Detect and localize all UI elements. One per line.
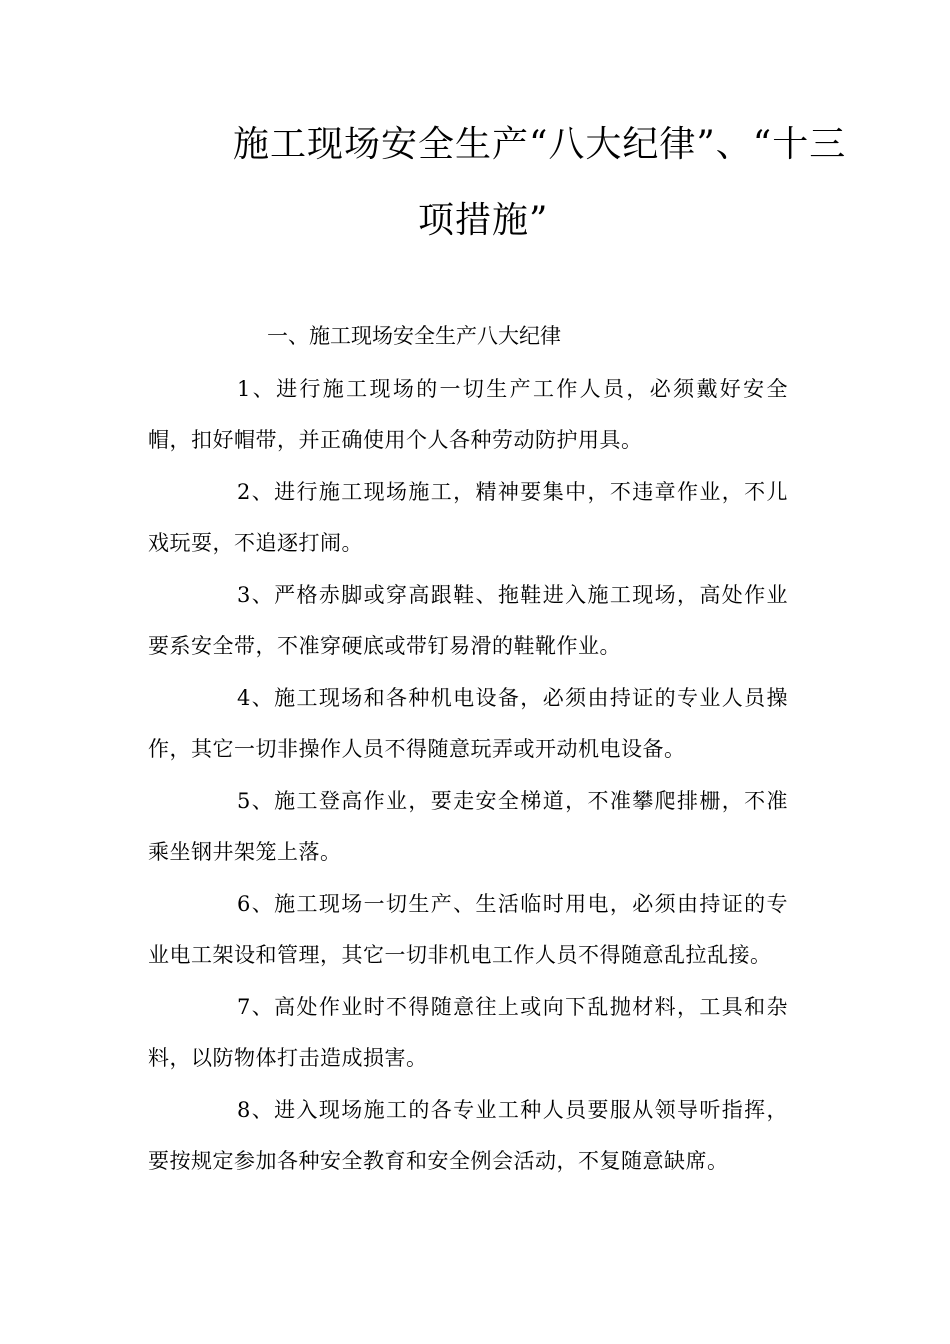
rule-item-6: 6、施工现场一切生产、生活临时用电，必须由持证的专业电工架设和管理，其它一切非机电工作人员不得随意乱拉乱接。 xyxy=(148,892,788,967)
rule-item-3: 3、严格赤脚或穿高跟鞋、拖鞋进入施工现场，高处作业要系安全带，不准穿硬底或带钉易滑的鞋靴作业。 xyxy=(148,583,788,658)
rule-item-4: 4、施工现场和各种机电设备，必须由持证的专业人员操作，其它一切非操作人员不得随意玩弄或开动机电设备。 xyxy=(148,686,788,761)
document-title-line-1: 施工现场安全生产“八大纪律”、“十三 xyxy=(233,124,847,165)
section-heading: 一、施工现场安全生产八大纪律 xyxy=(267,324,561,348)
rule-item-7: 7、高处作业时不得随意往上或向下乱抛材料，工具和杂料，以防物体打击造成损害。 xyxy=(148,995,788,1070)
document-title-line-2: 项措施” xyxy=(418,200,549,241)
rule-item-8: 8、进入现场施工的各专业工种人员要服从领导听指挥，要按规定参加各种安全教育和安全例会活动，不复随意缺席。 xyxy=(148,1098,788,1173)
rule-item-5: 5、施工登高作业，要走安全梯道，不准攀爬排栅，不准乘坐钢井架笼上落。 xyxy=(148,789,788,864)
rule-item-2: 2、进行施工现场施工，精神要集中，不违章作业，不儿戏玩耍，不追逐打闹。 xyxy=(148,480,788,555)
rule-item-1: 1、进行施工现场的一切生产工作人员，必须戴好安全帽，扣好帽带，并正确使用个人各种劳动防护用具。 xyxy=(148,377,788,452)
